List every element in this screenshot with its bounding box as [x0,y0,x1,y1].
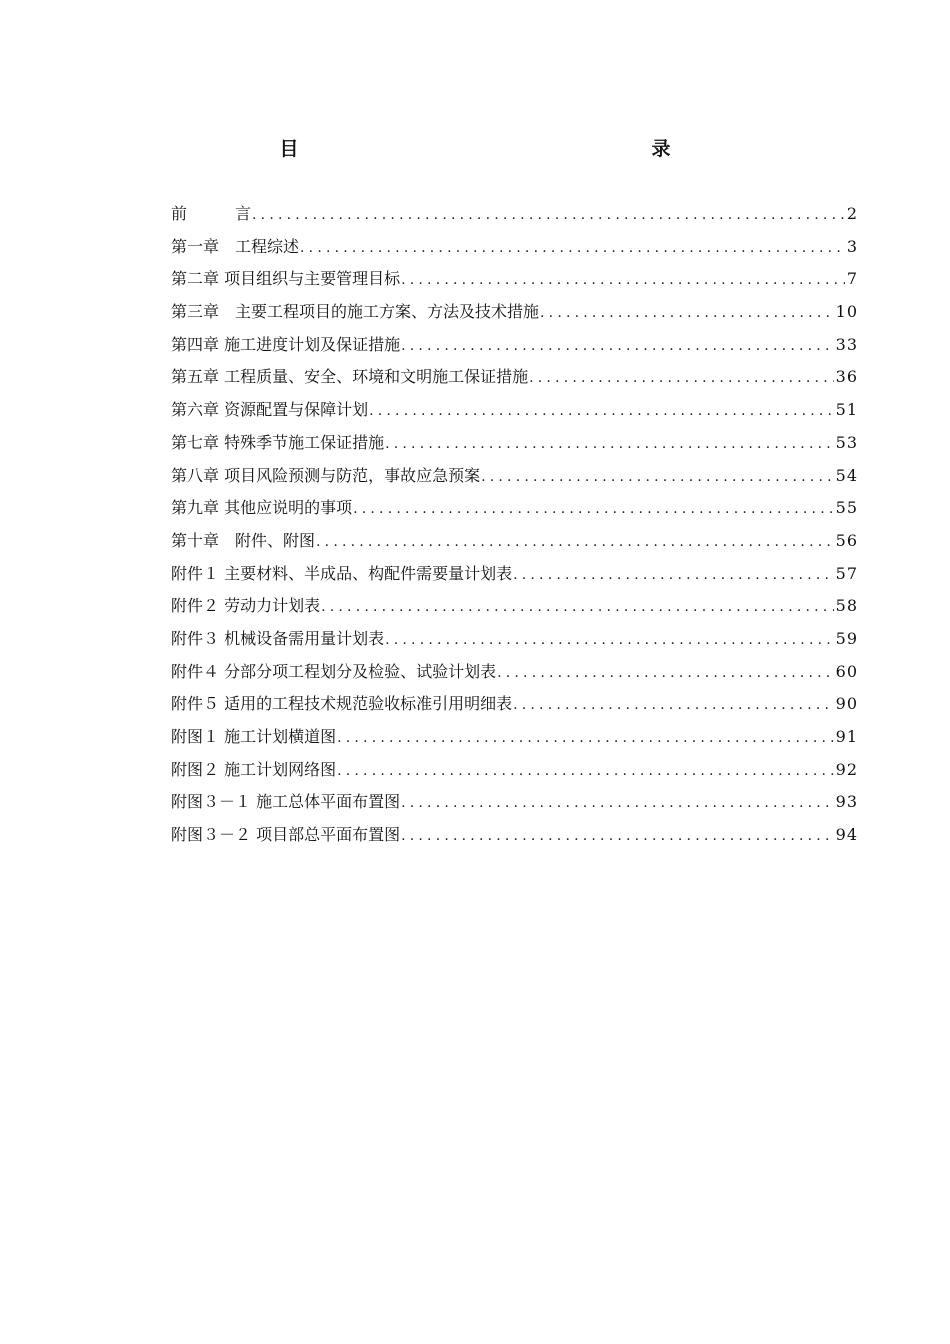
toc-entry-page: 60 [835,661,858,681]
toc-entry[interactable] [171,821,858,854]
toc-entry-label: 附件２ 劳动力计划表 [171,596,321,616]
toc-entry-page: 58 [835,596,858,616]
toc-leader-dots [321,593,834,621]
toc-entry-page: 55 [835,498,858,518]
toc-entry[interactable] [171,429,858,462]
toc-leader-dots [401,789,834,817]
toc-title: 目 录 [279,138,745,160]
toc-leader-dots [369,397,834,425]
toc-entry-page: 93 [835,792,858,812]
toc-leader-dots [337,757,834,785]
toc-entry-page: 54 [835,465,858,485]
toc-entry-label: 前 言 [171,204,252,223]
toc-entry-label: 附图１ 施工计划横道图 [171,727,337,746]
toc-entry-label: 第二章 项目组织与主要管理目标 [171,269,401,289]
toc-leader-dots [529,364,834,392]
toc-list [171,200,858,854]
toc-entry-page: 7 [846,269,858,289]
toc-leader-dots [316,528,834,556]
toc-entry-label: 第五章 工程质量、安全、环境和文明施工保证措施 [171,367,529,387]
toc-entry-label: 第六章 资源配置与保障计划 [171,400,369,420]
toc-entry-label: 第一章 工程综述 [171,236,300,256]
toc-entry[interactable] [171,723,858,756]
toc-entry[interactable] [171,462,858,495]
toc-entry[interactable] [171,233,858,266]
toc-leader-dots [513,691,834,719]
toc-leader-dots [401,266,845,294]
toc-entry-page: 53 [835,432,858,452]
toc-leader-dots [540,299,834,327]
toc-leader-dots [300,234,845,262]
toc-entry[interactable] [171,200,858,233]
toc-entry-label: 附件５ 适用的工程技术规范验收标准引用明细表 [171,694,513,714]
toc-entry[interactable] [171,625,858,658]
toc-entry[interactable] [171,560,858,593]
toc-entry-label: 附图３－２ 项目部总平面布置图 [171,825,401,845]
toc-entry[interactable] [171,527,858,560]
toc-entry-page: 90 [835,694,858,714]
toc-entry[interactable] [171,331,858,364]
toc-entry[interactable] [171,756,858,789]
toc-entry[interactable] [171,592,858,625]
toc-entry[interactable] [171,494,858,527]
toc-entry[interactable] [171,788,858,821]
toc-entry[interactable] [171,363,858,396]
toc-entry[interactable] [171,298,858,331]
toc-entry[interactable] [171,690,858,723]
toc-entry[interactable] [171,396,858,429]
toc-leader-dots [513,561,834,589]
toc-entry-page: 56 [835,530,858,550]
toc-leader-dots [401,822,834,850]
toc-entry[interactable] [171,265,858,298]
toc-entry-label: 附件４ 分部分项工程划分及检验、试验计划表 [171,661,497,681]
toc-entry-label: 第八章 项目风险预测与防范，事故应急预案 [171,465,481,485]
toc-leader-dots [481,463,834,491]
toc-entry-label: 附件３ 机械设备需用量计划表 [171,628,385,648]
toc-entry-page: 92 [835,759,858,779]
toc-entry-page: 33 [835,334,858,354]
toc-entry-label: 第十章 附件、附图 [171,530,316,550]
toc-entry-page: 36 [835,367,858,387]
toc-leader-dots [252,201,845,229]
toc-leader-dots [385,626,834,654]
toc-entry-page: 57 [835,563,858,583]
toc-entry-page: 2 [846,204,858,223]
toc-leader-dots [337,724,834,752]
toc-entry-page: 94 [835,825,858,845]
toc-leader-dots [385,430,834,458]
toc-leader-dots [401,332,834,360]
toc-entry-label: 第七章 特殊季节施工保证措施 [171,432,385,452]
toc-leader-dots [497,659,834,687]
toc-entry-label: 第三章 主要工程项目的施工方案、方法及技术措施 [171,302,540,322]
toc-entry-page: 10 [835,302,858,322]
toc-entry-label: 第九章 其他应说明的事项 [171,498,353,518]
toc-entry-label: 附图３－１ 施工总体平面布置图 [171,792,401,812]
toc-leader-dots [353,495,834,523]
toc-entry-label: 附件１ 主要材料、半成品、构配件需要量计划表 [171,563,513,583]
toc-entry-page: 51 [835,400,858,420]
toc-entry-page: 91 [835,727,858,746]
toc-entry-page: 3 [846,236,858,256]
toc-entry-page: 59 [835,628,858,648]
toc-entry-label: 第四章 施工进度计划及保证措施 [171,334,401,354]
toc-entry-label: 附图２ 施工计划网络图 [171,759,337,779]
toc-entry[interactable] [171,658,858,691]
